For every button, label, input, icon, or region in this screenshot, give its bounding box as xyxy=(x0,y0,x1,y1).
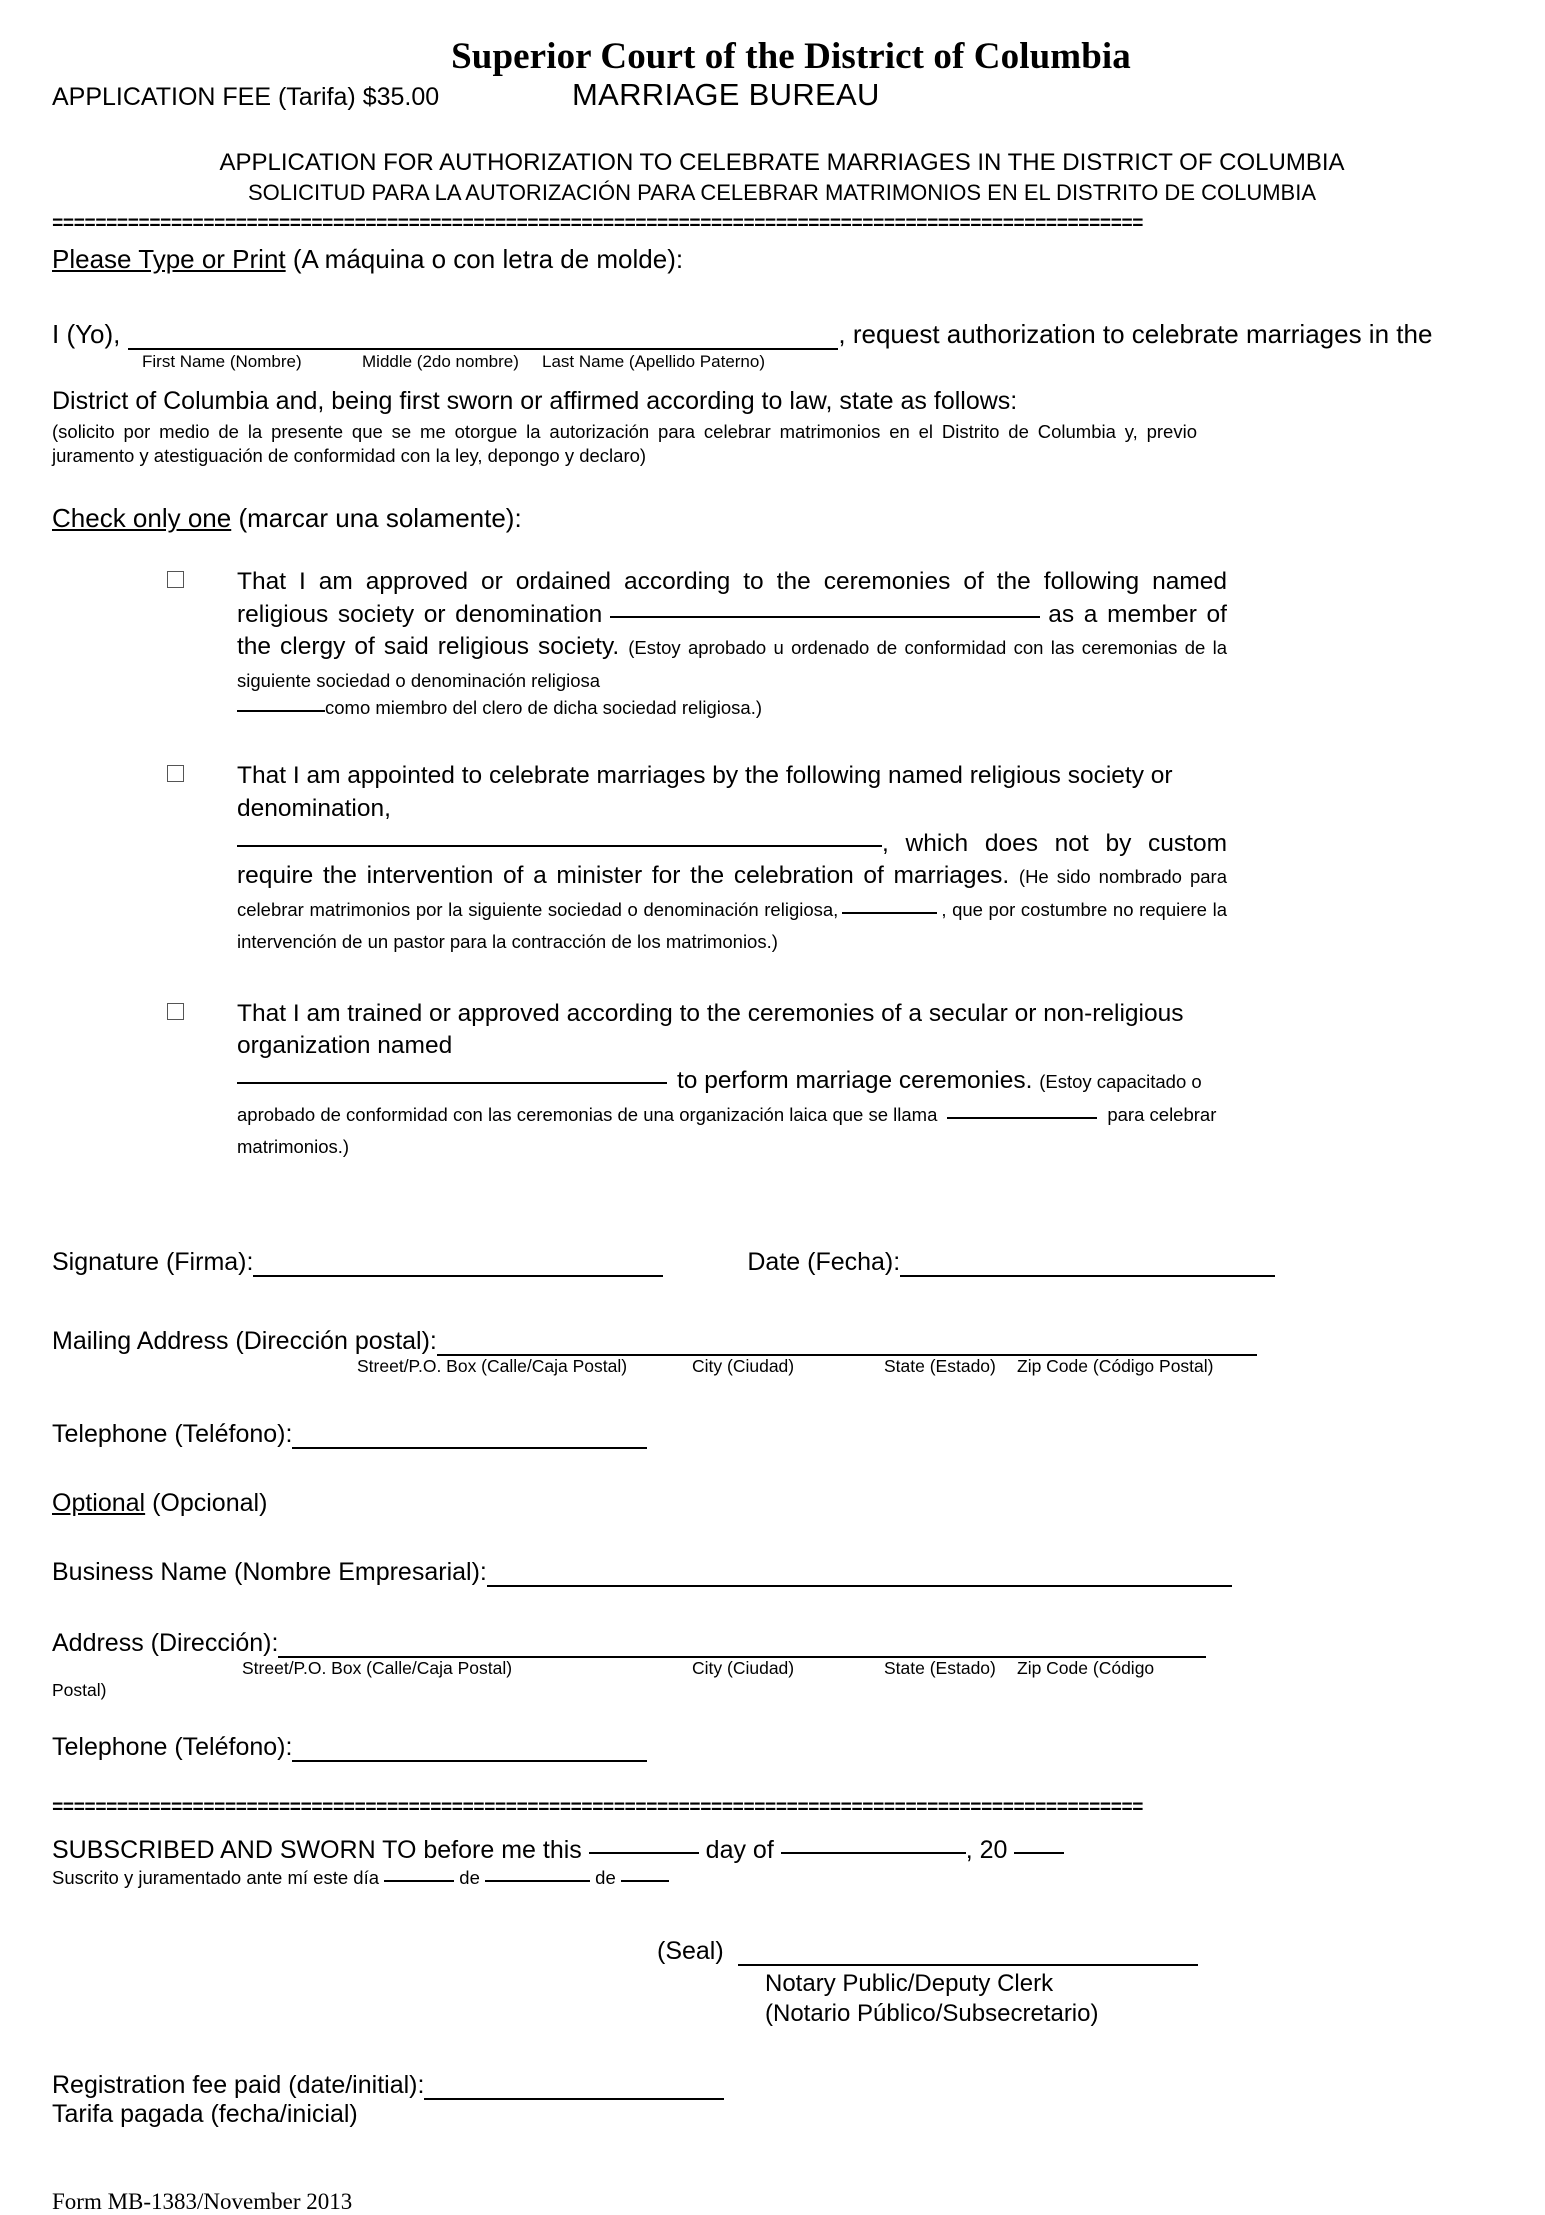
registration-fee-label-en: Registration fee paid (date/initial): xyxy=(52,2070,425,2099)
option-2-en-part2: , which does not by custom require the intervention of a minister for the celebration of marriages. xyxy=(237,829,1227,890)
caption-city-mailing: City (Ciudad) xyxy=(692,1355,795,1376)
telephone-row-2 xyxy=(52,1733,1490,1762)
subscribed-sworn-en xyxy=(52,1836,1490,1865)
name-captions xyxy=(52,352,1490,374)
marriage-bureau-label: MARRIAGE BUREAU xyxy=(572,76,880,112)
subscribed-en-part-a: SUBSCRIBED AND SWORN TO before me this xyxy=(52,1835,589,1864)
subscribed-year-input[interactable] xyxy=(1014,1837,1064,1854)
date-label: Date (Fecha): xyxy=(747,1247,901,1276)
caption-zip-business: Zip Code (Código xyxy=(1017,1657,1155,1678)
option-3-text-line2 xyxy=(237,1065,1227,1163)
option-2-text-line2 xyxy=(237,828,1227,958)
caption-last-name: Last Name (Apellido Paterno) xyxy=(542,351,766,371)
fee-and-bureau-row xyxy=(52,77,1490,119)
mailing-address-label: Mailing Address (Dirección postal): xyxy=(52,1326,437,1355)
caption-state-business: State (Estado) xyxy=(884,1657,996,1678)
option-2-es-part2: , que por costumbre no requiere la intervención de un pastor para la contracción de los matrimonios.) xyxy=(237,898,1227,953)
caption-first-name: First Name (Nombre) xyxy=(142,351,302,371)
option-block-1 xyxy=(52,566,1490,720)
option-1-text-en xyxy=(237,566,1227,696)
checkbox-option-2[interactable] xyxy=(167,765,184,782)
subscribed-es-month-input[interactable] xyxy=(485,1869,590,1882)
application-fee-label: APPLICATION FEE (Tarifa) $35.00 xyxy=(52,82,440,111)
option-1-es-part2: como miembro del clero de dicha sociedad religiosa.) xyxy=(325,697,763,719)
notary-title-es: (Notario Público/Subsecretario) xyxy=(765,1999,1099,2027)
caption-zip-mailing: Zip Code (Código Postal) xyxy=(1017,1355,1214,1376)
optional-label-en: Optional xyxy=(52,1488,146,1517)
applicant-name-row xyxy=(52,319,1490,350)
applicant-name-input[interactable] xyxy=(128,325,838,350)
subscribed-es-part-c: de xyxy=(590,1866,621,1888)
check-only-one-heading xyxy=(52,503,1490,534)
option-3-en-part2: to perform marriage ceremonies. xyxy=(677,1067,1033,1095)
option-3-text-line1 xyxy=(237,998,1227,1063)
option-2-es-blank[interactable] xyxy=(842,901,937,914)
check-only-one-label-en: Check only one xyxy=(52,503,232,534)
signature-date-row xyxy=(52,1248,1490,1277)
option-3-es-blank[interactable] xyxy=(947,1106,1097,1119)
option-1-en-part1: That I am approved or ordained according to the ceremonies of the following named religious society or denomination xyxy=(237,568,1227,628)
mailing-address-row xyxy=(52,1327,1490,1356)
option-block-2 xyxy=(52,760,1490,957)
option-3-organization-input[interactable] xyxy=(237,1067,667,1084)
type-or-print-label-es: (A máquina o con letra de molde): xyxy=(285,243,684,274)
option-1-es-part1: (Estoy aprobado u ordenado de conformidad con las ceremonias de la siguiente sociedad o denominación religiosa xyxy=(237,637,1227,691)
option-1-text-es-line2 xyxy=(237,696,1490,720)
telephone-label-2: Telephone (Teléfono): xyxy=(52,1732,293,1761)
option-1-denomination-input[interactable] xyxy=(610,601,1040,618)
seal-label: (Seal) xyxy=(657,1936,724,1965)
sworn-statement-es: (solicito por medio de la presente que se me otorgue la autorización para celebrar matrimonios en el Distrito de Columbia y, previo juramento y atestiguación de conformidad con la ley, depongo y declaro) xyxy=(52,420,1197,467)
option-3-es-part1: (Estoy capacitado o aprobado de conformidad con las ceremonias de una organización laica que se llama xyxy=(237,1071,1202,1125)
subscribed-day-input[interactable] xyxy=(589,1837,699,1854)
business-name-row xyxy=(52,1558,1490,1587)
option-2-society-input[interactable] xyxy=(237,830,882,847)
type-or-print-label-en: Please Type or Print xyxy=(52,243,286,274)
checkbox-option-1[interactable] xyxy=(167,571,184,588)
telephone-row-1 xyxy=(52,1420,1490,1449)
caption-middle-name: Middle (2do nombre) xyxy=(362,351,519,371)
address-label: Address (Dirección): xyxy=(52,1628,279,1657)
option-3-es-part2: para celebrar matrimonios.) xyxy=(237,1103,1217,1158)
court-title: Superior Court of the District of Columbia xyxy=(451,36,1131,77)
signature-input[interactable] xyxy=(253,1252,663,1277)
subscribed-en-part-c: , 20 xyxy=(965,1835,1015,1864)
option-3-en-part1: That I am trained or approved according to the ceremonies of a secular or non-religious organization named xyxy=(237,999,1184,1060)
separator-rule-bottom: ===================================================================================================== xyxy=(52,1799,1143,1818)
business-name-input[interactable] xyxy=(487,1562,1232,1587)
subscribed-es-year-input[interactable] xyxy=(621,1869,669,1882)
seal-row xyxy=(52,1937,1490,1966)
subscribed-es-part-b: de xyxy=(454,1866,486,1888)
caption-street-mailing: Street/P.O. Box (Calle/Caja Postal) xyxy=(357,1355,628,1376)
separator-rule-top: ===================================================================================================== xyxy=(52,215,1143,234)
option-block-3 xyxy=(52,998,1490,1163)
address-input[interactable] xyxy=(278,1633,1206,1658)
notary-title-en: Notary Public/Deputy Clerk xyxy=(765,1969,1054,1997)
caption-state-mailing: State (Estado) xyxy=(884,1355,996,1376)
registration-fee-input[interactable] xyxy=(424,2075,724,2100)
mailing-address-captions xyxy=(52,1356,1490,1378)
sworn-statement-en: District of Columbia and, being first sworn or affirmed according to law, state as follows: xyxy=(52,386,1018,415)
option-2-es-part1: (He sido nombrado para celebrar matrimonios por la siguiente sociedad o denominación religiosa, xyxy=(237,866,1228,920)
name-line-prefix: I (Yo), xyxy=(52,318,121,349)
type-or-print-heading xyxy=(52,244,1490,275)
address-row xyxy=(52,1629,1490,1658)
form-id: Form MB-1383/November 2013 xyxy=(52,2188,353,2214)
registration-fee-label-es-row xyxy=(52,2100,1490,2129)
option-1-es-blank[interactable] xyxy=(237,699,325,712)
check-only-one-label-es: (marcar una solamente): xyxy=(231,503,522,534)
caption-street-business: Street/P.O. Box (Calle/Caja Postal) xyxy=(242,1657,513,1678)
optional-heading xyxy=(52,1489,1490,1518)
registration-fee-label-es: Tarifa pagada (fecha/inicial) xyxy=(52,2099,358,2128)
mailing-address-input[interactable] xyxy=(437,1331,1257,1356)
telephone-label-1: Telephone (Teléfono): xyxy=(52,1419,293,1448)
date-input[interactable] xyxy=(900,1252,1275,1277)
caption-city-business: City (Ciudad) xyxy=(692,1657,795,1678)
option-2-text-line1 xyxy=(237,760,1227,825)
address-captions xyxy=(52,1658,1490,1680)
checkbox-option-3[interactable] xyxy=(167,1003,184,1020)
caption-zip-continuation: Postal) xyxy=(52,1679,107,1700)
telephone-input-2[interactable] xyxy=(292,1737,647,1762)
subscribed-en-part-b: day of xyxy=(698,1835,781,1864)
telephone-input-1[interactable] xyxy=(292,1424,647,1449)
notary-signature-input[interactable] xyxy=(738,1941,1198,1966)
registration-fee-row xyxy=(52,2071,1490,2100)
subscribed-es-day-input[interactable] xyxy=(384,1869,454,1882)
application-title-en: APPLICATION FOR AUTHORIZATION TO CELEBRATE MARRIAGES IN THE DISTRICT OF COLUMBIA xyxy=(219,149,1345,176)
notary-title-block xyxy=(52,1969,1490,2029)
application-title-es: SOLICITUD PARA LA AUTORIZACIÓN PARA CELEBRAR MATRIMONIOS EN EL DISTRITO DE COLUMBIA xyxy=(247,179,1317,205)
subscribed-es-part-a: Suscrito y juramentado ante mí este día xyxy=(52,1866,385,1888)
option-2-en-part1: That I am appointed to celebrate marriages by the following named religious society or denomination, xyxy=(237,762,1173,822)
option-1-en-part2: as a member of the clergy of said religious society. xyxy=(237,600,1227,661)
signature-label: Signature (Firma): xyxy=(52,1247,254,1276)
business-name-label: Business Name (Nombre Empresarial): xyxy=(52,1557,487,1586)
subscribed-month-input[interactable] xyxy=(781,1837,966,1854)
name-line-suffix: , request authorization to celebrate marriages in the xyxy=(838,318,1433,349)
document-header xyxy=(52,38,1490,126)
subscribed-sworn-es xyxy=(52,1867,1490,1889)
optional-label-es: (Opcional) xyxy=(145,1488,268,1517)
